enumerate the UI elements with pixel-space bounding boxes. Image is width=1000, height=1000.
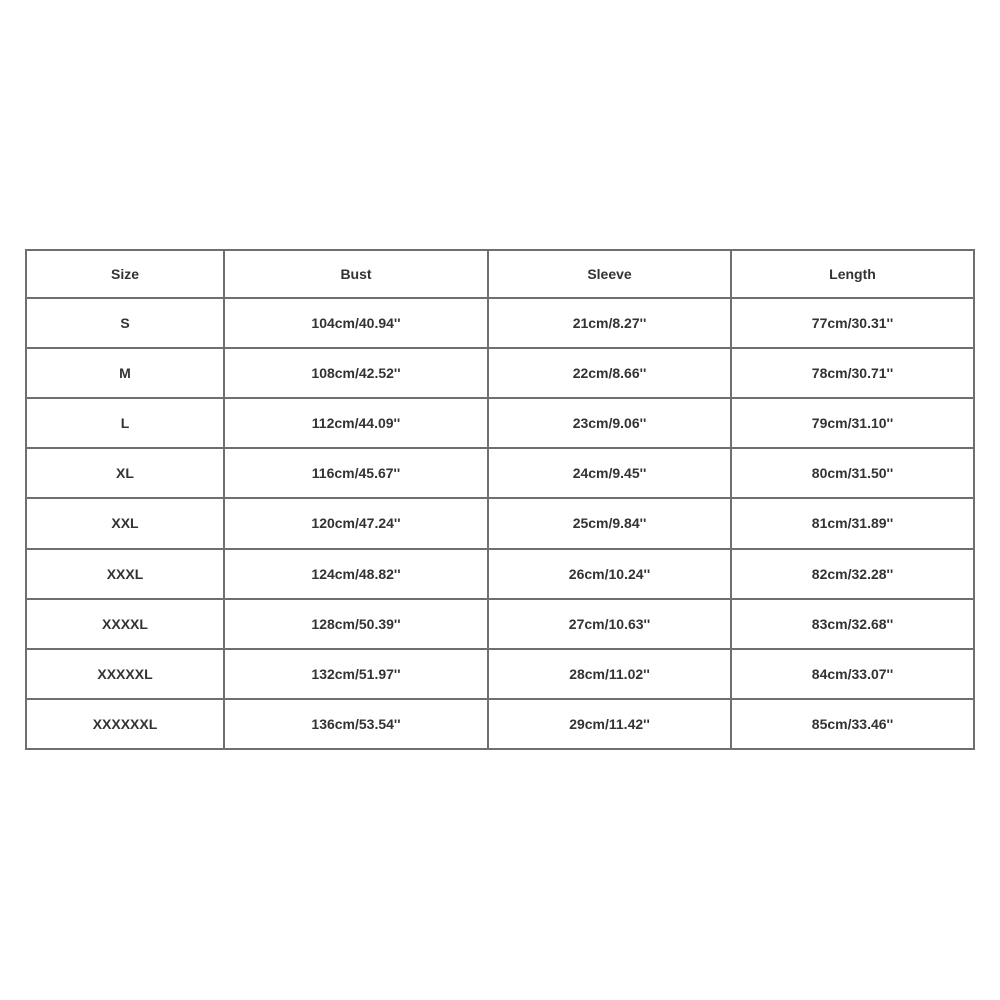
cell-length: 81cm/31.89'' xyxy=(731,498,974,548)
cell-sleeve: 28cm/11.02'' xyxy=(488,649,731,699)
cell-sleeve: 21cm/8.27'' xyxy=(488,298,731,348)
table-row xyxy=(26,649,974,699)
table-row xyxy=(26,498,974,548)
cell-length: 82cm/32.28'' xyxy=(731,549,974,599)
cell-sleeve: 25cm/9.84'' xyxy=(488,498,731,548)
cell-sleeve: 26cm/10.24'' xyxy=(488,549,731,599)
cell-length: 83cm/32.68'' xyxy=(731,599,974,649)
cell-sleeve: 22cm/8.66'' xyxy=(488,348,731,398)
cell-size: L xyxy=(26,398,224,448)
cell-length: 77cm/30.31'' xyxy=(731,298,974,348)
cell-sleeve: 27cm/10.63'' xyxy=(488,599,731,649)
table-row xyxy=(26,298,974,348)
cell-size: S xyxy=(26,298,224,348)
table-header-row xyxy=(26,250,974,298)
cell-length: 78cm/30.71'' xyxy=(731,348,974,398)
size-chart-table xyxy=(25,249,975,750)
cell-bust: 112cm/44.09'' xyxy=(224,398,488,448)
cell-size: XXXXL xyxy=(26,599,224,649)
cell-size: XL xyxy=(26,448,224,498)
cell-size: XXXXXL xyxy=(26,649,224,699)
table-row xyxy=(26,448,974,498)
cell-bust: 108cm/42.52'' xyxy=(224,348,488,398)
cell-size: XXXXXXL xyxy=(26,699,224,749)
cell-sleeve: 23cm/9.06'' xyxy=(488,398,731,448)
cell-sleeve: 24cm/9.45'' xyxy=(488,448,731,498)
cell-bust: 104cm/40.94'' xyxy=(224,298,488,348)
cell-length: 80cm/31.50'' xyxy=(731,448,974,498)
table-row xyxy=(26,599,974,649)
cell-bust: 136cm/53.54'' xyxy=(224,699,488,749)
cell-bust: 128cm/50.39'' xyxy=(224,599,488,649)
cell-sleeve: 29cm/11.42'' xyxy=(488,699,731,749)
table-row xyxy=(26,348,974,398)
cell-size: XXL xyxy=(26,498,224,548)
cell-bust: 132cm/51.97'' xyxy=(224,649,488,699)
header-bust: Bust xyxy=(224,250,488,298)
table-row xyxy=(26,549,974,599)
header-sleeve: Sleeve xyxy=(488,250,731,298)
cell-size: M xyxy=(26,348,224,398)
cell-bust: 116cm/45.67'' xyxy=(224,448,488,498)
table-row xyxy=(26,398,974,448)
cell-size: XXXL xyxy=(26,549,224,599)
header-length: Length xyxy=(731,250,974,298)
header-size: Size xyxy=(26,250,224,298)
cell-length: 79cm/31.10'' xyxy=(731,398,974,448)
cell-length: 84cm/33.07'' xyxy=(731,649,974,699)
table-row xyxy=(26,699,974,749)
cell-bust: 124cm/48.82'' xyxy=(224,549,488,599)
cell-length: 85cm/33.46'' xyxy=(731,699,974,749)
cell-bust: 120cm/47.24'' xyxy=(224,498,488,548)
